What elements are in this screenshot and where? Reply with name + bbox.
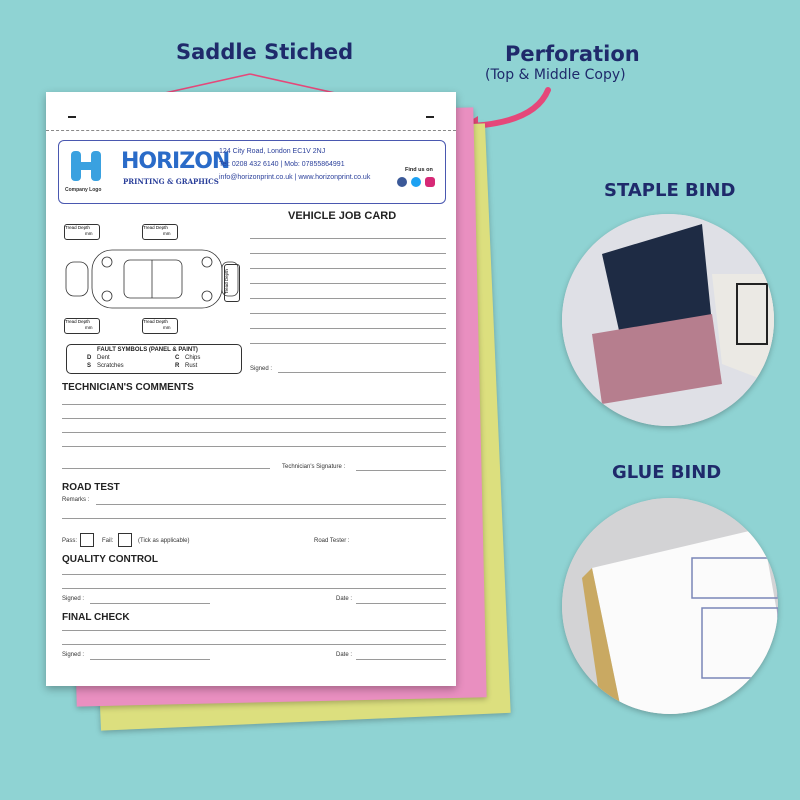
pass-checkbox[interactable] xyxy=(80,533,94,547)
header-address: 124 City Road, London EC1V 2NJ xyxy=(219,148,326,155)
remarks-label: Remarks : xyxy=(62,497,90,503)
glue-bind-label: GLUE BIND xyxy=(612,462,722,483)
perforation-sublabel: (Top & Middle Copy) xyxy=(485,67,626,83)
tread-depth-rear-right xyxy=(142,318,178,334)
header-phone: Tel: 0208 432 6140 | Mob: 07855864991 xyxy=(219,161,345,168)
staple-bind-label: STAPLE BIND xyxy=(604,180,736,201)
tread-label: Tread Depth xyxy=(65,319,90,324)
road-test-heading: ROAD TEST xyxy=(62,482,120,493)
brand-tagline: PRINTING & GRAPHICS xyxy=(123,177,219,186)
fault-d: D xyxy=(87,355,92,361)
tread-label: Tread Depth xyxy=(143,225,168,230)
tread-depth-front-left xyxy=(64,224,100,240)
tread-label: Tread Depth xyxy=(65,225,90,230)
mm-label: mm xyxy=(163,325,171,330)
tread-depth-rear-left xyxy=(64,318,100,334)
company-logo-icon xyxy=(69,147,103,185)
final-date-label: Date : xyxy=(336,652,353,658)
fault-dent: Dent xyxy=(97,355,110,361)
mm-label: mm xyxy=(85,231,93,236)
perforation-line xyxy=(46,130,456,131)
glue-bind-photo xyxy=(562,498,778,714)
fault-scratches: Scratches xyxy=(97,363,124,369)
perforation-label: Perforation xyxy=(505,42,640,66)
fault-symbols-box xyxy=(66,344,242,374)
quality-control-heading: QUALITY CONTROL xyxy=(62,554,158,565)
pass-label: Pass: xyxy=(62,538,78,544)
mm-label: mm xyxy=(85,325,93,330)
header-box xyxy=(58,140,446,204)
final-signed-label: Signed : xyxy=(62,652,85,658)
qc-signed-label: Signed : xyxy=(62,596,85,602)
fault-title: FAULT SYMBOLS (PANEL & PAINT) xyxy=(97,347,198,353)
staple-bind-photo xyxy=(562,214,774,426)
fault-rust: Rust xyxy=(185,363,198,369)
vehicle-diagram xyxy=(62,232,242,332)
fault-s: S xyxy=(87,363,92,369)
tread-depth-side xyxy=(224,264,240,302)
staple-bind-illustration xyxy=(562,214,774,426)
twitter-icon xyxy=(411,177,421,187)
header-email: info@horizonprint.co.uk | www.horizonprint.co.uk xyxy=(219,174,371,181)
mm-label: mm xyxy=(163,231,171,236)
company-logo-caption: Company Logo xyxy=(65,187,102,193)
qc-date-label: Date : xyxy=(336,596,353,602)
fault-chips: Chips xyxy=(185,355,201,361)
technician-comments-heading: TECHNICIAN'S COMMENTS xyxy=(62,382,194,393)
final-check-heading: FINAL CHECK xyxy=(62,612,130,623)
fault-r: R xyxy=(175,363,180,369)
brand-name: HORIZON xyxy=(121,149,230,174)
saddle-stitched-label: Saddle Stiched xyxy=(176,40,354,64)
tick-hint: (Tick as applicable) xyxy=(138,538,190,544)
signed-label-top: Signed : xyxy=(250,366,273,372)
road-tester-label: Road Tester : xyxy=(314,538,350,544)
find-us-label: Find us on xyxy=(405,167,433,173)
technician-signature-label: Technician's Signature : xyxy=(282,464,346,470)
tread-label: Tread Depth xyxy=(143,319,168,324)
facebook-icon xyxy=(397,177,407,187)
tread-depth-front-right xyxy=(142,224,178,240)
fail-checkbox[interactable] xyxy=(118,533,132,547)
glue-bind-illustration xyxy=(562,498,778,714)
instagram-icon xyxy=(425,177,435,187)
fault-c: C xyxy=(175,355,180,361)
form-title: VEHICLE JOB CARD xyxy=(288,210,397,222)
tread-label: Tread Depth xyxy=(224,269,229,294)
top-copy-form xyxy=(46,92,456,686)
fail-label: Fail: xyxy=(102,538,114,544)
